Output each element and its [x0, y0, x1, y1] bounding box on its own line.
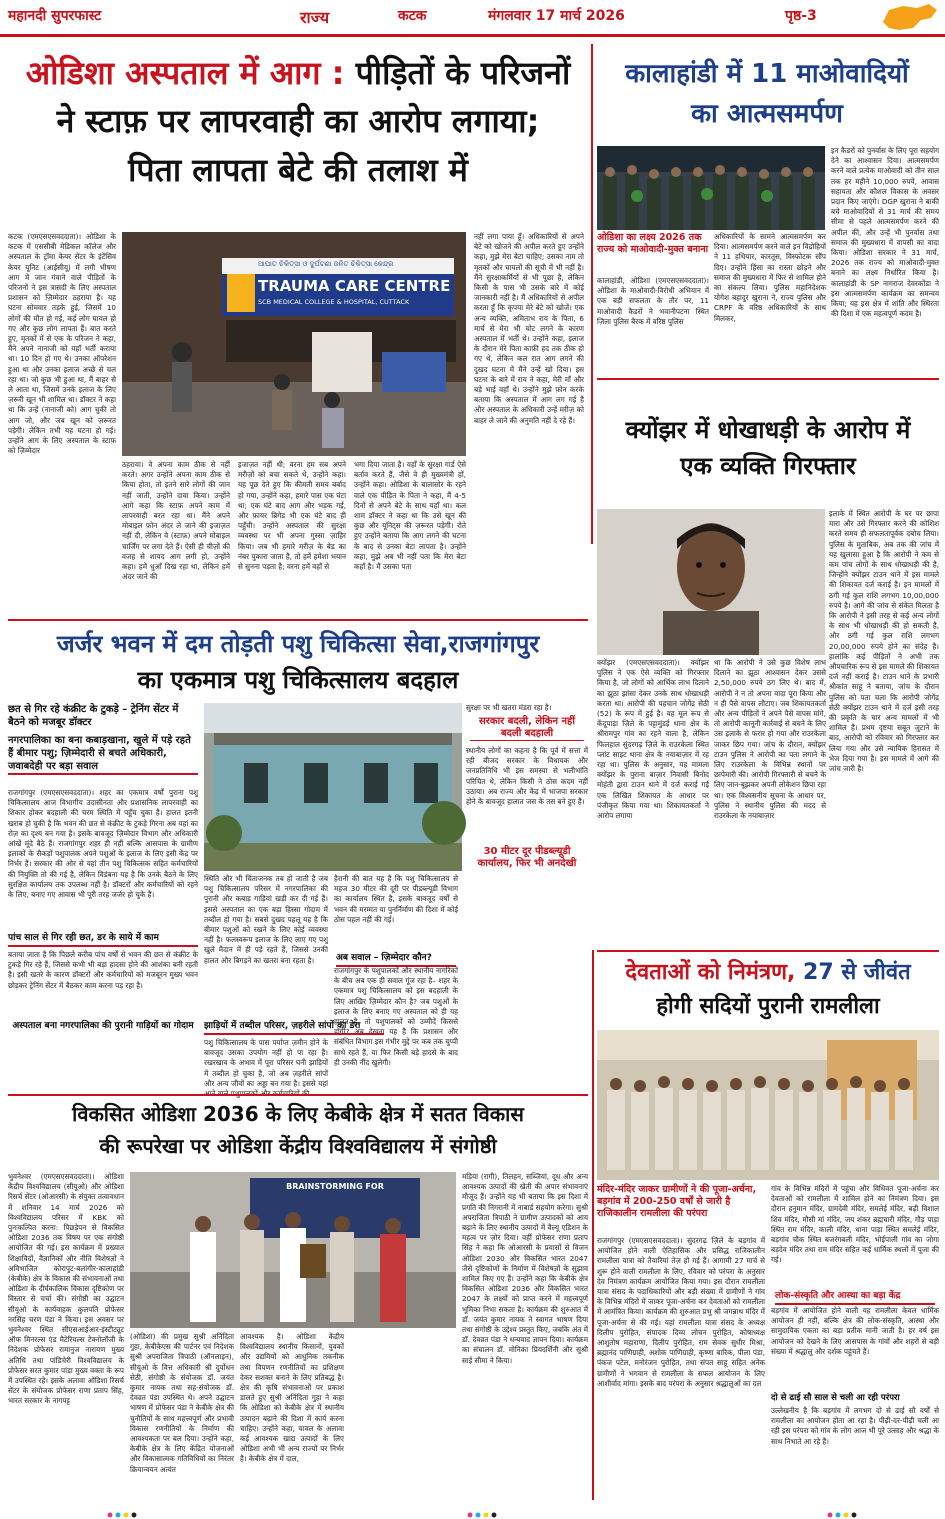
story4-col1: क्योंझर (एमएसएसवददाता)। क्योंझर पुलिस ने एक ऐसे व्यक्ति को गिरफ्तार किया है, जो लोगों को आर्थिक लाभ दिलाने का झूठा झांसा देकर उनके साथ धोखाधड़ी करता था। आरोपी की पहचान जोगेंद्र सेठी (52) के रूप में हुई है। वह मूल रूप से केंदूपाड़ा ज़िले के पट्टामुंडई थाना क्षेत्र के श्रीरामपुर गांव का रहने वाला है, लेकिन फिलहाल सुंदरगढ़ ज़िले के राउरकेला स्थित प्लांट साइट थाना क्षेत्र के नयाबाज़ार में रह रहा था। पुलिस के अनुसार, यह मामला क्योंझर के पुराना बाज़ार निवासी बिनोद मोहंती द्वारा टाउन थाने में दर्ज कराई गई एक लिखित शिकायत के आधार पर पंजीकृत किया गया था। शिकायतकर्ता ने आरोप लगाया: [597, 658, 709, 821]
story3-box1: सरकार बदली, लेकिन नहीं बदली बदहाली: [470, 716, 584, 741]
story3-box2: 30 मीटर दूर पीडब्ल्यूडी कार्यालय, फिर भी अनदेखी: [477, 846, 577, 869]
story5-subhead1: लोक-संस्कृति और आस्था का बड़ा केंद्र: [775, 1290, 935, 1305]
column-divider: [591, 44, 593, 544]
story5-photo-caption: मंदिर-मंदिर जाकर ग्रामीणों ने की पूजा-अर्चना, बड़गांव में 200-250 वर्षों से जारी है राजिकालीन रामलीला की परंपरा: [597, 1184, 757, 1219]
story5-col2b: बड़गांव में आयोजित होने वाली यह रामलीला केवल धार्मिक आयोजन ही नहीं, बल्कि क्षेत्र की लोक-संस्कृति, आस्था और सामुदायिक एकता का बड़ा प्रतीक मानी जाती है। हर वर्ष इस आयोजन को देखने के लिए आसपास के गांवों और शहरों से बड़ी संख्या में श्रद्धालु और दर्शक पहुंचते हैं।: [771, 1306, 939, 1356]
story5-subhead2: दो से ढाई सौ साल से चली आ रही परंपरा: [771, 1393, 900, 1403]
story6-headline-line1: विकसित ओडिशा 2036 के लिए केबीके क्षेत्र में सतत विकास: [72, 1102, 524, 1126]
story2-col3: इन कैडरों को पुनर्वास के लिए पूरा सहयोग देने का आश्वासन दिया। आत्मसमर्पण करने वाले प्रत्येक माओवादी को तीन साल तक हर महीने 10,000 रुपये, आवास सहायता और कौशल विकास के अवसर प्रदान किए जाएंगे। DGP खुराना ने बाकी बचे माओवादियों से 31 मार्च की समय सीमा से पहले आत्मसमर्पण करने की अपील की, और उन्हें भी पुनर्वास तथा समाज की मुख्यधारा में वापसी का वादा किया। ओडिशा सरकार ने 31 मार्च, 2026 तक राज्य को माओवादी-मुक्त बनाने का लक्ष्य निर्धारित किया है। कालाहांडी के SP नागराज देवरकोंडा ने इस आत्मसमर्पण कार्यक्रम का समन्वय किया; यह इस क्षेत्र में शांति और स्थिरता की दिशा में एक महत्वपूर्ण कदम है।: [831, 146, 939, 319]
story5-headline-line2: होगी सदियों पुरानी रामलीला: [656, 994, 880, 1019]
story4-col-right: इलाके में स्थित आरोपी के घर पर छापा मारा और उसे गिरफ्तार करने की कोशिश करते समय ही सफलतापूर्वक दबोच लिया। पुलिस के मुताबिक, अब तक की जांच में यह खुलासा हुआ है कि आरोपी ने कम से कम पांच लोगों के साथ धोखाधड़ी की है, जिन्होंने क्योंझर टाउन थाने में इस मामले की शिकायत दर्ज कराई है। इन मामलों में ठगी गई कुल राशि लगभग 10,00,000 रुपये है। आगे की जांच से संकेत मिलता है कि आरोपी ने इसी तरह से कई अन्य लोगों के साथ भी धोखाधड़ी की हो सकती है, और ठगी गई कुल राशि लगभग 20,00,000 रुपये होने का संदेह है। हालांकि कई पीड़ितों ने अभी तक औपचारिक रूप से इस मामले की शिकायत दर्ज नहीं कराई है। टाउन थाने के प्रभारी श्रीकांत साहू ने बताया, जांच के दौरान पुलिस को पता चला कि आरोपी जोगेंद्र सेठी क्योंझर टाउन थाने में दर्ज इसी तरह की प्रकृति के चार अन्य मामलों में भी शामिल है। प्रथम दृष्टया सबूत जुटाने के बाद, आरोपी को रविवार को गिरफ्तार कर लिया गया और उसे न्यायिक हिरासत में भेज दिया गया है। इस मामले में आगे की जांच जारी है।: [829, 509, 939, 774]
print-registration-strip: [0, 1511, 945, 1519]
story2-headline-line1: कालाहांडी में 11 माओवादियों: [625, 59, 909, 89]
story2-photo: [597, 146, 825, 230]
story5-col1: राजगांगपुर (एमएसएसवददाता)। सुंदरगढ़ ज़िले के बड़गांव में आयोजित होने वाली ऐतिहासिक और प्रसिद्ध राजिकालीन रामलीला यात्रा को तैयारियां तेज़ हो गई हैं। आगामी 27 मार्च से शुरू होने वाली रामलीला के लिए, रविवार को परंपरा के अनुसार देव निमंत्रण कार्यक्रम आयोजित किया गया। इस दौरान रामलीला यात्रा संसद के पदाधिकारियों और बड़ी संख्या में ग्रामीणों ने गांव के विभिन्न मंदिरों में जाकर पूजा-अर्चना कर देवताओं को रामलीला में आमंत्रित किया। कार्यक्रम की शुरुआत प्रभु श्री जगन्नाथ मंदिर में पूजा-अर्चना से की गई। यहां रामलीला यात्रा संसद के अध्यक्ष दिलीप पुरोहित, संपादक दिव्य लोचन पुरोहित, कोषाध्यक्ष आशुतोष महाराणा, दिलीप पुरोहित, राम सेवक सुधीर मिश्रा, ब्रह्मानंद पाणिग्राही, अशोक पाणिग्राही, कृष्णा बारिक, पीला पंडा, पंकज पटेल, मनोरंजन पुरोहित, तथा संपत साहू सहित अनेक ग्रामीणों ने भगवान से रामलीला के सफल आयोजन के लिए आशीर्वाद मांगा। इसके बाद परंपरा के अनुसार श्रद्धालुओं का दल: [597, 1236, 765, 1388]
story1-col1: कटक (एमएसएसवददाता)। ओडिशा के कटक में एससीबी मेडिकल कॉलेज और अस्पताल के ट्रॉमा केयर सेंटर के इंटेंसिव केयर यूनिट (आईसीयू) में लगी भीषण आग में जान गंवाने वाले पीड़ितों के परिजनों ने इस त्रासदी के लिए अस्पताल प्रशासन को ज़िम्मेदार ठहराया है। यह घटना सोमवार तड़के हुई, जिसमें 10 लोगों की मौत हो गई, कई लोग घायल हो गए और कुछ लोग लापता हैं। बात करते हुए, मृतकों में से एक के परिजन ने कहा, मैंने अपने नानाजी को यहाँ भर्ती कराया था। 10 दिन हो गए थे। उनका ऑपरेशन हुआ था और उनका इलाज अच्छे से चल रहा था। जो कुछ भी हुआ था, मैं बाहर से ले आता था, जिसमें उनके इलाज के लिए ज़रूरी खून भी शामिल था। डॉक्टर ने कहा था कि उन्हें (नानाजी को) आग चुकी तो आग जो, और जब खून को ज़रूरत पड़ेगी। लेकिन तभी यह घटना हो गई। उन्होंने आग के लिए अस्पताल के स्टाफ़ को ज़िम्मेदार: [8, 232, 116, 456]
story6-col3: आवश्यक है। ओडिशा केंद्रीय विश्वविद्यालय स्थानीय किसानों, युवकों और उद्यमियों को आधुनिक तकनीक तथा विपणन रणनीतियों का प्रशिक्षण देकर सशक्त बनाने के लिए प्रतिबद्ध है। क्षेत्र की कृषि संभावनाओं पर प्रकाश डालते हुए सुश्री अनिंदिता गुहा ने कहा कि ओडिशा को केबीके क्षेत्र में स्थानीय उत्पादन बढ़ाने की दिशा में कार्य करना चाहिए। उन्होंने कहा, चावल के अलावा कई आवश्यक खाद्य उत्पादों के लिए ओडिशा अभी भी अन्य राज्यों पर निर्भर है। केबीके क्षेत्र में दाल,: [240, 1332, 344, 1464]
story3-col4: सुरक्षा पर भी खतरा मंडरा रहा है।: [466, 703, 552, 712]
story2-headline-line2: का आत्मसमर्पण: [691, 99, 843, 129]
story2-col1: कालाहांडी, ओडिशा (एमएसएसवददाता)। ओडिशा के माओवादी-विरोधी अभियान में एक बड़ी सफलता के तौर पर, 11 माओवादी कैडरों ने भवानीपटना स्थित ज़िला पुलिस बैरक में वरिष्ठ पुलिस: [597, 276, 709, 326]
story3-subhead4: अब सवाल – ज़िम्मेदार कौन?: [336, 952, 456, 967]
story3-headline-line2: का एकमात्र पशु चिकित्सालय बदहाल: [137, 666, 459, 694]
story1-headline-line3: पिता लापता बेटे की तलाश में: [128, 151, 468, 189]
story4-col2: था कि आरोपी ने उसे कुछ विशेष लाभ दिलाने का झूठा आश्वासन देकर उससे 2,50,000 रुपये ठग लिए थे। बाद में, आरोपी ने न तो अपना वादा पूरा किया और न ही पैसे वापस लौटाए। जब शिकायतकर्ता और अन्य पीड़ितों ने अपने पैसे वापस मांगे, तो आरोपी कानूनी कार्रवाई से बचने के लिए उस इलाके से फरार हो गया और राउरकेला जाकर छिप गया। जांच के दौरान, क्योंझर टाउन पुलिस ने आरोपी का पता लगाने के लिए राउरकेला के विभिन्न स्थानों पर छापेमारी की। आरोपी गिरफ्तारी से बचने के लिए जान-बूझकर अपनी लोकेशन छिपा रहा था। एक विश्वसनीय सूचना के आधार पर, पुलिस ने स्थानीय पुलिस की मदद से राउरकेला के नयाबाज़ार: [714, 658, 826, 821]
story1-col3: इजाज़त नहीं थी; वरना हम सब अपने मरीज़ों को बचा सकते थे, उन्होंने कहा। यह पूछ देते हुए कि कीमती समय बर्बाद हो गया, उन्होंने कहा, हमारे पास एक घंटा था; एक घंटे बाद आग और भड़क गई, और फ़ायर ब्रिगेड भी एक घंटे बाद ही पहुँची। उन्होंने अस्पताल की सुरक्षा व्यवस्था पर भी अपना गुस्सा ज़ाहिर किया। जब भी हमारे मरीज़ के बेड का नंबर पुकारा जाता है, तो हमें हमेशा भयान से सुनना पड़ता है; वरना हमें वहाँ से: [238, 460, 346, 572]
story5-photo: [597, 1030, 939, 1180]
dilapidated-building-photo: [204, 703, 462, 871]
story5-col2c: उल्लेखनीय है कि बड़गांव में लगभग दो से ढाई सौ वर्षों से रामलीला का आयोजन होता आ रहा है। पीढ़ी-दर-पीढ़ी चली आ रही इस परंपरा को गांव के लोग आज भी पूरे उत्साह और श्रद्धा के साथ निभाते आ रहे हैं।: [771, 1406, 939, 1446]
story6-photo: [130, 1172, 456, 1328]
accused-photo: [597, 509, 825, 655]
photo-sign-text: TRAUMA CARE CENTRE: [258, 277, 451, 295]
photo-banner-text: BRAINSTORMING FOR: [286, 1182, 384, 1191]
section-divider: [8, 619, 588, 621]
story5-headline-red: देवताओं को निमंत्रण,: [625, 960, 796, 985]
story3-col3b: राजगांगपुर के पशुपालकों और स्थानीय नागरिकों के बीच अब एक ही सवाल गूंज रहा है– शहर के एकमात्र पशु चिकित्सालय को इस बदहाली के लिए आखिर ज़िम्मेदार कौन है? जब पशुओं के इलाज के लिए बनाए गए अस्पताल को ही यह हालत है, तो पशुपालकों को उम्मीदें किससे होंगी? अब देखना यह है कि प्रशासन और संबंधित विभाग इस गंभीर मुद्दे पर कब तक चुप्पी साधे रहते हैं, या फिर किसी बड़े हादसे के बाद ही उनकी नींद खुलेगी।: [334, 966, 458, 1067]
story1-photo: [122, 232, 466, 456]
seminar-photo: [130, 1172, 456, 1328]
story3-headline: [8, 626, 588, 698]
temple-gathering-photo: [597, 1030, 939, 1180]
story5-headline: [597, 956, 939, 1024]
date: मंगलवार 17 मार्च 2026: [488, 8, 625, 24]
story3-subhead3: झाड़ियों में तब्दील परिसर, ज़हरीले सांपों का डेरा: [204, 1020, 384, 1035]
masthead: [0, 0, 945, 37]
story4-headline: [597, 412, 939, 484]
story5-headline-line1: 27 से जीवंत: [803, 960, 911, 985]
story3-col1b: बताया जाता है कि पिछले करीब पांच वर्षों से भवन की छत से कंक्रीट के टुकड़े गिर रहे हैं, जिससे कभी भी बड़ा हादसा होने की आशंका बनी रहती है। इसी खतरे के कारण डॉक्टरों और कर्मचारियों को मजबूरन मुख्य भवन छोड़कर ट्रेनिंग सेंटर में बैठकर काम करना पड़ रहा है।: [8, 950, 198, 990]
story1-headline-line2: ने स्टाफ़ पर लापरवाही का आरोप लगाया;: [56, 102, 540, 140]
story1-headline-red: ओडिशा अस्पताल में आग :: [25, 54, 345, 92]
page-number: पृष्ठ-3: [785, 8, 817, 24]
story3-kicker2: नगरपालिका का बना कबाड़खाना, खुले में पड़े रहते हैं बीमार पशु; ज़िम्मेदारी से बचते अधिकारी, जवाबदेही पर बड़ा सवाल: [8, 734, 198, 775]
story3-col2: स्थिति और भी चिंताजनक तब हो जाती है जब पशु चिकित्सालय परिसर में नगरपालिका की पुरानी और कबाड़ गाड़ियां खड़ी कर दी गई हैं। इससे अस्पताल का एक बड़ा हिस्सा गोदाम में तब्दील हो गया है। सबसे दुखद पहलू यह है कि बीमार पशुओं को रखने के लिए कोई व्यवस्था नहीं है। फलस्वरूप इलाज के लिए लाए गए पशु खुले मैदान में ही पड़े रहते हैं, जिससे उनकी हालत और बिगड़ने का खतरा बना रहता है।: [204, 874, 328, 965]
story3-kicker1: छत से गिर रहे कंक्रीट के टुकड़े – ट्रेनिंग सेंटर में बैठने को मजबूर डॉक्टर: [8, 704, 179, 728]
story4-headline-line1: क्योंझर में धोखाधड़ी के आरोप में: [625, 416, 911, 444]
story2-photo-caption: ओडिशा का लक्ष्य 2026 तक राज्य को माओवादी-मुक्त बनाना: [597, 232, 709, 255]
city: कटक: [398, 8, 427, 24]
story1-col4: भगा दिया जाता है। यहाँ के सुरक्षा गार्ड ऐसे बर्ताव करते हैं, जैसे वे ही मुख्यमंत्री हों, उन्होंने कहा। ओडिशा के बालासोर के रहने वाले एक पीड़ित के पिता ने कहा, मैं 4-5 दिनों से अपने बेटे के साथ यहाँ था। कल शाम डॉक्टर ने कहा था कि उसे खून की कुछ और यूनिट्स की ज़रूरत पड़ेगी। रोते हुए उन्होंने बताया कि आग लगने की घटना के बाद से उनका बेटा लापता है। उन्होंने कहा, मुझे अब भी नहीं पता कि मेरा बेटा कहाँ है। मैं उसका पता: [354, 460, 466, 572]
surrender-photo: [597, 146, 825, 230]
story6-headline-line2: की रूपरेखा पर ओडिशा केंद्रीय विश्वविद्यालय में संगोष्ठी: [99, 1134, 497, 1158]
story1-col2: ठहराया। वे अपना काम ठीक से नहीं करते। अगर उन्होंने अपना काम ठीक से किया होता, तो इतने सारे लोगों की जान नहीं जाती, उन्होंने दावा किया। उन्होंने आगे कहा कि स्टाफ़ अपने काम में लापरवाही बरत रहा था। मैंने अपने मोबाइल फ़ोन अंदर ले जाने की इजाज़त नहीं दी, लेकिन वे (स्टाफ़) अपने मोबाइल चार्जिंग पर लगा देते हैं। ऐसी ही चीज़ों की वजह से शायद आग लगी हो, उन्होंने कहा। हमें धुआँ दिख रहा था, लेकिन हमें अंदर जाने की: [122, 460, 230, 582]
story3-col1: राजगांगपुर (एमएसएसवददाता)। शहर का एकमात्र वर्षों पुराना पशु चिकित्सालय आज विभागीय उदासीनता और प्रशासनिक लापरवाही का शिकार होकर बदहाली की चरम स्थिति में पहुँच चुका है। हालत इतनी खराब हो चुकी है कि भवन की छत से कंक्रीट के टुकड़े गिरना अब यहां का रोज़ का दृश्य बन गया है। इसके बावजूद ज़िम्मेदार विभाग और अधिकारी आंखें मूंदे बैठे हैं। राजगांगपुर शहर ही नहीं बल्कि आसपास के ग्रामीण इलाकों के सैकड़ों पशुपालक अपने पशुओं के इलाज के लिए इसी केंद्र पर निर्भर हैं। सरकार की ओर से यहां तीन पशु चिकित्सक सहित कर्मचारियों की नियुक्ति तो की गई है, लेकिन विडंबना यह है कि उनके बैठने के लिए सुरक्षित कार्यालय तक उपलब्ध नहीं है। डॉक्टरों और कर्मचारियों को रहने के लिए, बनाए गए आवास भी पूरी तरह जर्जर हो चुके हैं।: [8, 788, 198, 900]
section-divider: [8, 1094, 588, 1096]
story6-col4: मड़िया (रागी), तिलहन, सब्जियां, दूध और अन्य आवश्यक उत्पादों की खेती की अपार संभावनाएं मौजूद हैं। उन्होंने यह भी बताया कि इस दिशा में प्रगति की निगरानी में नाबार्ड सहयोग करेगा। सुश्री अपराजिता त्रिपाठी ने ग्रामीण उत्पादकों को आय बढ़ाने के लिए स्थानीय उत्पादों में वैल्यू एडिशन के महत्व पर ज़ोर दिया। वहीं प्रोफेसर राणा प्रताप सिंह ने कहा कि ओआरसी के प्रयासों से विजन ओडिशा 2030 और विकसित भारत 2047 जैसे दृष्टिकोणों के निर्माण में विशेषज्ञों के सुझाव शामिल किए गए हैं। उन्होंने कहा कि केबीके क्षेत्र विकसित ओडिशा 2036 और विकसित भारत 2047 के लक्ष्यों को प्राप्त करने में महत्त्वपूर्ण भूमिका निभा सकता है। कार्यक्रम की शुरुआत में डॉ. जयंत कुमार नायक ने स्वागत भाषण दिया तथा संगोष्ठी के उद्देश्य प्रस्तुत किए, जबकि अंत में डॉ. देवव्रत पंडा ने धन्यवाद ज्ञापन दिया। कार्यक्रम का संचालन डॉ. मोनिका प्रियदर्शिनी और सुश्री साई सीमा ने किया।: [462, 1172, 588, 1365]
story1-headline: [8, 52, 588, 192]
story3-headline-line1: जर्जर भवन में दम तोड़ती पशु चिकित्सा सेवा,: [56, 630, 449, 658]
column-divider: [592, 950, 594, 1500]
section-name: राज्य: [300, 8, 330, 27]
story3-col3: हैरानी की बात यह है कि पशु चिकित्सालय से महज 30 मीटर की दूरी पर पीडब्ल्यूडी विभाग का कार्यालय स्थित है, इसके बावजूद वर्षों से भवन की मरम्मत या पुनर्निर्माण की दिशा में कोई ठोस पहल नहीं की गई।: [334, 874, 458, 924]
photo-sign-odia: ଆଘାତ ଚିକିତ୍ସା ଓ ଦୁର୍ଘଟଣା ଜନିତ ଚିକିତ୍ସା କେନ୍ଦ୍ର: [258, 260, 394, 268]
odisha-map-icon: [865, 0, 945, 34]
story1-col5: नहीं लगा पाया हूँ। अधिकारियों से अपने बेटे को खोजने की अपील करते हुए उन्होंने कहा, मुझे मेरा बेटा चाहिए; उसका नाम तो मृतकों और घायलों की सूची में भी नहीं है। मैंने सुरक्षाकर्मियों से भी पूछा है, लेकिन किसी के पास भी उसके बारे में कोई जानकारी नहीं है। मैं अधिकारियों से अपील करता हूँ कि कृपया मेरे बेटे को खोजें। एक अन्य व्यक्ति, अमिताभ राय के पिता, 6 मार्च से मेरा भी चोट लगने के कारण अस्पताल में भर्ती थे। उन्होंने कहा, इलाज के दौरान मेरे पिता काफ़ी हद तक ठीक हो गए थे, लेकिन कल रात आग लगने की दुखद घटना में मैंने उन्हें खो दिया। इस घटना के बारे में राय ने कहा, मेरी माँ और बड़े भाई वहाँ थे। उन्होंने मुझे फ़ोन करके बताया कि अस्पताल में आग लग गई है और अस्पताल के अधिकारी उन्हें मरीज़ को बाहर ले जाने की अनुमति नहीं दे रहे हैं।: [474, 232, 584, 425]
story3-headline-line1b: राजगांगपुर: [448, 630, 540, 658]
story1-headline-line1: पीड़ितों के परिजनों: [355, 54, 571, 92]
photo-sign-subtext: SCB MEDICAL COLLEGE & HOSPITAL, CUTTACK: [258, 298, 410, 306]
story3-col2b: पशु चिकित्सालय के पास पर्याप्त ज़मीन होने के बावजूद उसका उपयोग नहीं हो पा रहा है। रखरखाव के अभाव में पूरा परिसर घनी झाड़ियों में तब्दील हो चुका है, जो अब ज़हरीले सांपों और अन्य जीवों का अड्डा बन गया है। इससे यहां: [204, 1038, 328, 1088]
story3-col4b: स्थानीय लोगों का कहना है कि पूर्व में सत्ता में रही बीजद सरकार के विधायक और जनप्रतिनिधि भी इस समस्या से भलीभांति परिचित थे, लेकिन किसी ने ठोस कदम नहीं उठाया। अब राज्य और केंद्र में भाजपा सरकार होने के बावजूद हालात जस के तस बने हुए हैं।: [466, 746, 588, 807]
section-divider: [597, 378, 939, 380]
story3-subhead2: अस्पताल बना नगरपालिका की पुरानी गाड़ियों का गोदाम: [12, 1021, 194, 1031]
story4-photo: [597, 509, 825, 655]
story6-headline: [8, 1098, 588, 1162]
story6-col2: (ओडिशा) की प्रमुख सुश्री अनिंदिता गुहा, केबीकेएस की पार्टनर एवं निदेशक सुश्री अपराजिता त्रिपाठी (ऑनलाइन), सीयूओ के वित्त अधिकारी श्री दुर्योधन सेठी, संगोष्ठी के संयोजक डॉ. जयंत कुमार नायक तथा सह-संयोजक डॉ. देवव्रत पंडा उपस्थित थे। अपने उद्घाटन भाषण में प्रोफेसर पंडा ने केबीके क्षेत्र की चुनौतियों के साथ महत्त्वपूर्ण और प्रभावी विकास रणनीतियों के निर्माण की आवश्यकता पर बल दिया। उन्होंने कहा, केबीके क्षेत्र के लिए केंद्रित योजनाओं और विकासात्मक गतिविधियों का निरंतर क्रियान्वयन अत्यंत: [130, 1332, 234, 1474]
story2-col2: अधिकारियों के सामने आत्मसमर्पण कर दिया। आत्मसमर्पण करने वाले इन विद्रोहियों ने 11 हथियार, कारतूस, विस्फोटक सौंप दिए। उन्होंने हिंसा का रास्ता छोड़ने और समाज की मुख्यधारा में फिर से शामिल होने का संकल्प लिया। पुलिस महानिदेशक योगेश बहादुर खुराना ने, राज्य पुलिस और CRPF के वरिष्ठ अधिकारियों के साथ मिलकर,: [714, 232, 826, 323]
section-divider: [597, 950, 939, 952]
story2-headline: [596, 54, 938, 134]
story6-col1: भुवनेश्वर (एमएसएसवददाता)। ओडिशा केंद्रीय विश्वविद्यालय (सीयूओ) और ओडिशा रिसर्च सेंटर (ओआरसी) के संयुक्त तत्वावधान में शनिवार 14 मार्च 2026 को विश्वविद्यालय परिसर में KBK को पुनःकल्पित करना: पिछड़ेपन से विकसित ओडिशा 2036 तक विषय पर एक संगोष्ठी आयोजित की गई। इस कार्यक्रम में प्रख्यात शिक्षाविदों, वैज्ञानिकों और नीति विशेषज्ञों ने अविभाजित कोरापुट-बलांगीर-कालाहांडी (केबीके) क्षेत्र के विकास की संभावनाओं तथा ओडिशा के दीर्घकालिक विकास दृष्टिकोण पर विस्तार से चर्चा की। संगोष्ठी का उद्घाटन सीयूओ के कार्यवाहक कुलपति प्रोफेसर नरसिंह चरण पंडा ने किया। इस अवसर पर भुवनेश्वर स्थित सीएसआईआर-इंस्टीट्यूट ऑफ मिनरल्स एंड मैटेरियल्स टेक्नोलॉजी के निदेशक प्रोफेसर रामानुज नारायण मुख्य अतिथि तथा पांडिचेरी विश्वविद्यालय के प्रोफेसर सरत कुमार पांडा मुख्य वक्ता के रूप में उपस्थित रहे। इसके अलावा ओडिशा रिसर्च सेंटर के संयोजक प्रोफेसर राणा प्रताप सिंह, भारत सरकार के नागपट्ट: [8, 1172, 124, 1406]
story3-subhead1: पांच साल से गिर रही छत, डर के साये में काम: [8, 932, 198, 947]
story5-col2: गांव के विभिन्न मंदिरों में पहुंचा और विधिवत पूजा-अर्चना कर देवताओं को रामलीला में शामिल होने का निमंत्रण दिया। इस दौरान हनुमान मंदिर, ग्रामदेवी मंदिर, समलेई मंदिर, बढ़ी विशाल शिव मंदिर, मौसी मां मंदिर, जय शंकर ब्रह्मचारी मंदिर, गौड़ पाड़ा स्थित राम मंदिर, काली मंदिर, धाना पाड़ा स्थित समलेई मंदिर, बड़गांव चौक स्थित बजरंगबली मंदिर, भोईपाली गांव का जोगा बड़देव मंदिर तथा राम मंदिर सहित कई धार्मिक स्थलों में पूजा की गई।: [771, 1184, 939, 1265]
story4-headline-line2: एक व्यक्ति गिरफ्तार: [680, 452, 856, 480]
story3-photo: [204, 703, 462, 871]
paper-name: महानदी सुपरफास्ट: [8, 8, 102, 24]
